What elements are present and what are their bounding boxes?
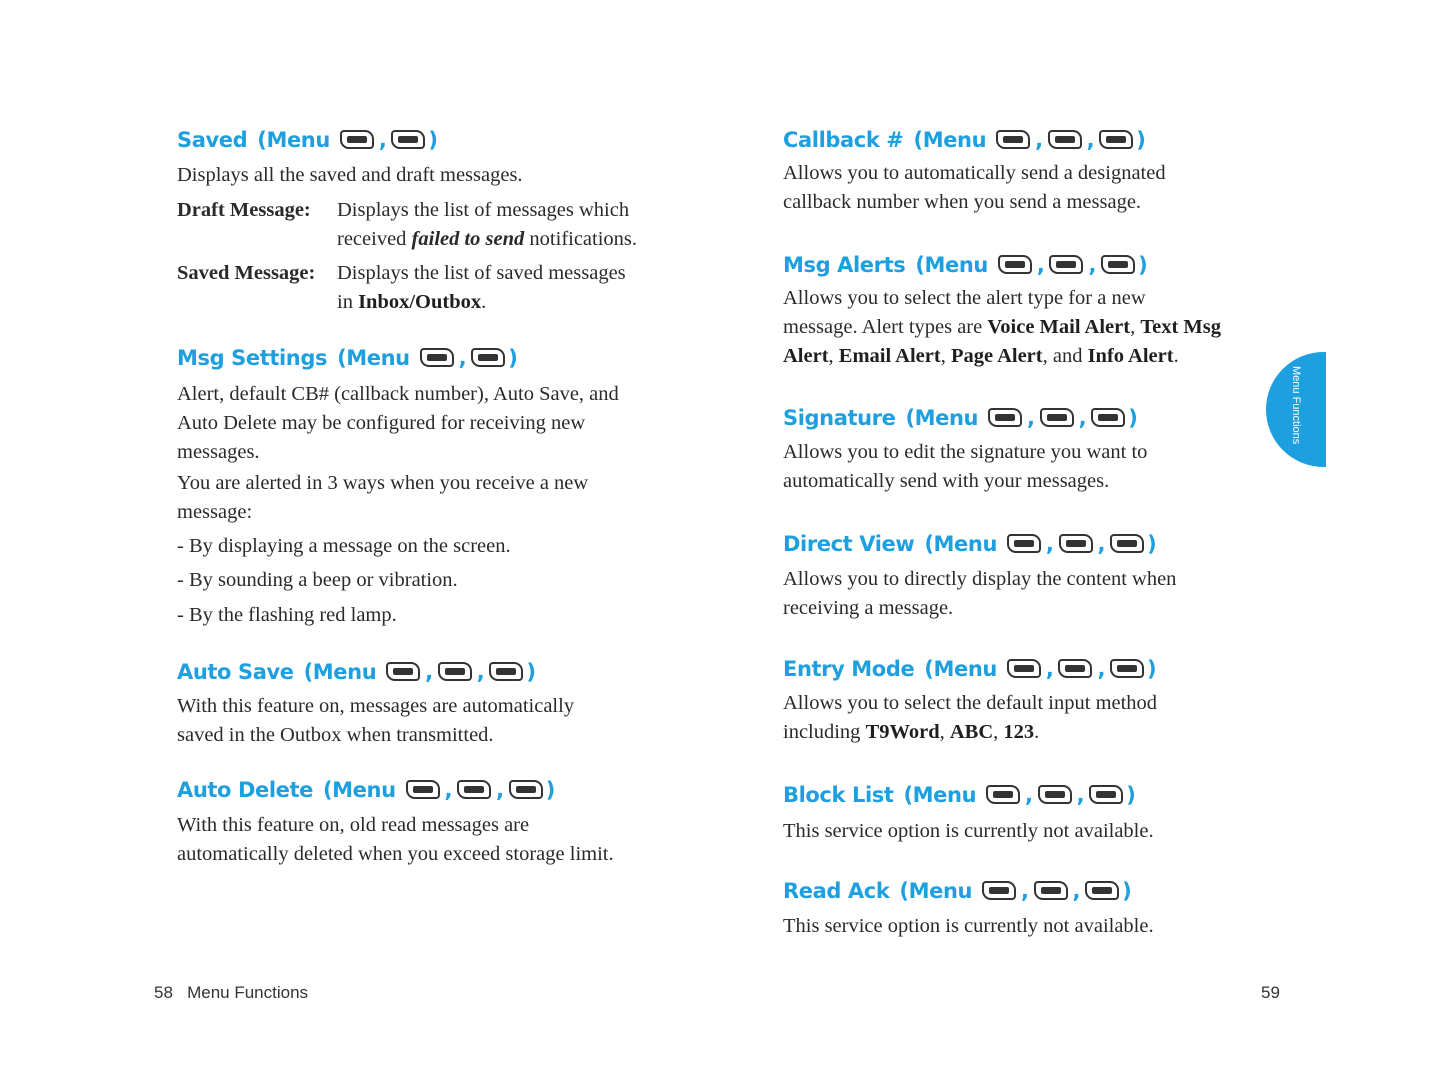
key-4-icon bbox=[1007, 534, 1041, 553]
msg-settings-para2: You are alerted in 3 ways when you receive a new message: bbox=[177, 472, 589, 523]
key-4-icon bbox=[406, 780, 440, 799]
draft-message-desc: Displays the list of messages which received failed to send notifications. bbox=[337, 199, 638, 250]
msg-settings-heading: Msg Settings (Menu , ) bbox=[177, 346, 518, 370]
bullet-item: - By sounding a beep or vibration. bbox=[177, 569, 458, 591]
signature-desc: Allows you to edit the signature you want to automatically send with your messages. bbox=[783, 441, 1148, 492]
menu-word: (Menu bbox=[257, 128, 330, 152]
footer-label: Menu Functions bbox=[187, 983, 309, 1002]
read-ack-heading: Read Ack (Menu , , ) bbox=[783, 879, 1132, 903]
bullet-item: - By displaying a message on the screen. bbox=[177, 535, 511, 557]
signature-heading: Signature (Menu , , ) bbox=[783, 406, 1138, 430]
key-4-icon bbox=[1007, 659, 1041, 678]
msg-alerts-desc: Allows you to select the alert type for a new message. Alert types are Voice Mail Alert, Text Msg Alert, Email Alert, Page Alert, and Info Alert. bbox=[783, 287, 1221, 367]
menu-functions-side-tab bbox=[1266, 352, 1326, 467]
saved-desc: Displays all the saved and draft messages. bbox=[177, 164, 523, 186]
key-8-icon bbox=[1089, 785, 1123, 804]
footer-right-page-number: 59 bbox=[1261, 983, 1280, 1002]
key-9-icon bbox=[1085, 881, 1119, 900]
key-7-icon bbox=[1059, 534, 1093, 553]
key-4-icon bbox=[420, 348, 454, 367]
read-ack-desc: This service option is currently not available. bbox=[783, 915, 1154, 937]
direct-view-heading: Direct View (Menu , , ) bbox=[783, 532, 1157, 556]
entry-mode-desc: Allows you to select the default input method including T9Word, ABC, 123. bbox=[783, 692, 1158, 743]
key-7-icon bbox=[1110, 659, 1144, 678]
key-7-icon bbox=[1034, 881, 1068, 900]
direct-view-desc: Allows you to directly display the content when receiving a message. bbox=[783, 568, 1177, 619]
key-4-icon bbox=[996, 130, 1030, 149]
key-7-icon bbox=[438, 662, 472, 681]
key-4-icon bbox=[1101, 255, 1135, 274]
callback-heading: Callback # (Menu , , ) bbox=[783, 128, 1146, 152]
key-7-icon bbox=[1048, 130, 1082, 149]
key-3-icon bbox=[1099, 130, 1133, 149]
key-4-icon bbox=[986, 785, 1020, 804]
key-7-icon bbox=[457, 780, 491, 799]
auto-save-heading: Auto Save (Menu , , ) bbox=[177, 660, 536, 684]
key-4-icon bbox=[340, 130, 374, 149]
block-list-desc: This service option is currently not available. bbox=[783, 820, 1154, 842]
key-1-icon bbox=[489, 662, 523, 681]
key-7-icon bbox=[1058, 659, 1092, 678]
msg-alerts-heading: Msg Alerts (Menu , , ) bbox=[783, 253, 1148, 277]
bullet-item: - By the flashing red lamp. bbox=[177, 604, 397, 626]
auto-delete-desc: With this feature on, old read messages are automatically deleted when you exceed storage limit. bbox=[177, 814, 614, 865]
block-list-heading: Block List (Menu , , ) bbox=[783, 783, 1136, 807]
page-number: 58 bbox=[154, 983, 173, 1002]
footer-left bbox=[154, 983, 308, 1003]
key-7-icon bbox=[1049, 255, 1083, 274]
saved-message-desc: Displays the list of saved messages in Inbox/Outbox. bbox=[337, 262, 626, 313]
key-4-icon bbox=[386, 662, 420, 681]
draft-message-term: Draft Message: bbox=[177, 199, 311, 221]
key-4-icon bbox=[998, 255, 1032, 274]
key-2-icon bbox=[509, 780, 543, 799]
key-7-icon bbox=[1038, 785, 1072, 804]
saved-title: Saved bbox=[177, 128, 248, 152]
callback-desc: Allows you to automatically send a designated callback number when you send a message. bbox=[783, 162, 1166, 213]
key-6-icon bbox=[391, 130, 425, 149]
key-4-icon bbox=[988, 408, 1022, 427]
key-6-icon bbox=[1110, 534, 1144, 553]
entry-mode-heading: Entry Mode (Menu , , ) bbox=[783, 657, 1157, 681]
key-7-icon bbox=[1040, 408, 1074, 427]
msg-settings-para1: Alert, default CB# (callback number), Auto Save, and Auto Delete may be configured for receiving new messages. bbox=[177, 383, 619, 463]
side-tab-label: Menu Functions bbox=[1290, 366, 1302, 445]
auto-save-desc: With this feature on, messages are automatically saved in the Outbox when transmitted. bbox=[177, 695, 575, 746]
saved-message-term: Saved Message: bbox=[177, 262, 316, 284]
auto-delete-heading: Auto Delete (Menu , , ) bbox=[177, 778, 555, 802]
key-4-icon bbox=[982, 881, 1016, 900]
key-7-icon bbox=[471, 348, 505, 367]
saved-heading: Saved (Menu , ) bbox=[177, 128, 438, 152]
key-5-icon bbox=[1091, 408, 1125, 427]
